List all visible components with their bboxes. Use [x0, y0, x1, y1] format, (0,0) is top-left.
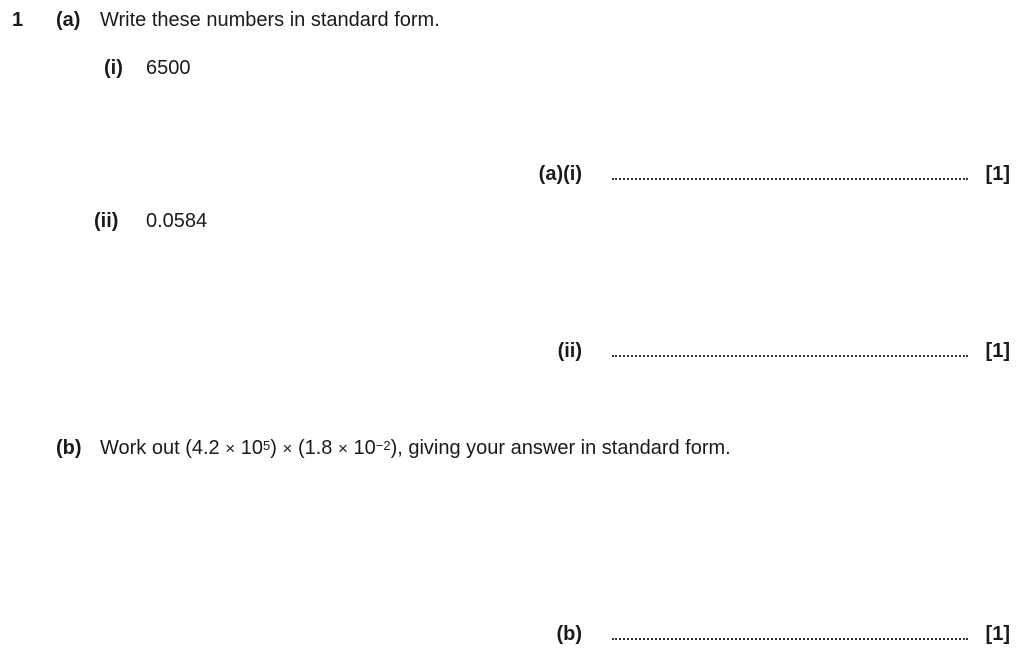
sub-i-value: 6500 [146, 57, 191, 79]
marks-label: [1] [985, 163, 1010, 185]
expr-a-open: (4.2 [185, 437, 220, 459]
answer-dotted-line[interactable] [612, 638, 968, 640]
question-number: 1 [12, 9, 24, 31]
times-symbol: × [338, 439, 348, 458]
part-b-lead: Work out [100, 437, 186, 459]
expr-a-close: ) [270, 437, 277, 459]
answer-label: (b) [556, 623, 582, 645]
expr-b-open: (1.8 [297, 437, 333, 459]
times-symbol: × [282, 439, 293, 458]
part-a-instruction: Write these numbers in standard form. [100, 9, 440, 31]
exponent-a: 5 [263, 438, 271, 453]
exponent-b: −2 [375, 438, 391, 453]
sub-ii-value: 0.0584 [146, 210, 208, 232]
times-symbol: × [225, 439, 236, 458]
marks-label: [1] [985, 623, 1010, 645]
part-a-label: (a) [56, 9, 81, 31]
sub-i-label: (i) [104, 57, 123, 79]
ten-base: 10 [240, 437, 263, 459]
answer-label: (a)(i) [538, 163, 582, 185]
answer-line-a-i[interactable] [520, 163, 1010, 189]
answer-dotted-line[interactable] [612, 355, 968, 357]
answer-line-b[interactable] [520, 623, 1010, 649]
part-b-instruction [100, 437, 731, 460]
answer-dotted-line[interactable] [612, 178, 968, 180]
marks-label: [1] [985, 340, 1010, 362]
part-b-tail: , giving your answer in standard form. [397, 437, 731, 459]
ten-base: 10 [353, 437, 376, 459]
answer-label: (ii) [557, 340, 582, 362]
answer-line-a-ii[interactable] [520, 340, 1010, 366]
expr-b-close: ) [390, 437, 398, 459]
sub-ii-label: (ii) [94, 210, 119, 232]
part-b-label: (b) [56, 437, 82, 459]
